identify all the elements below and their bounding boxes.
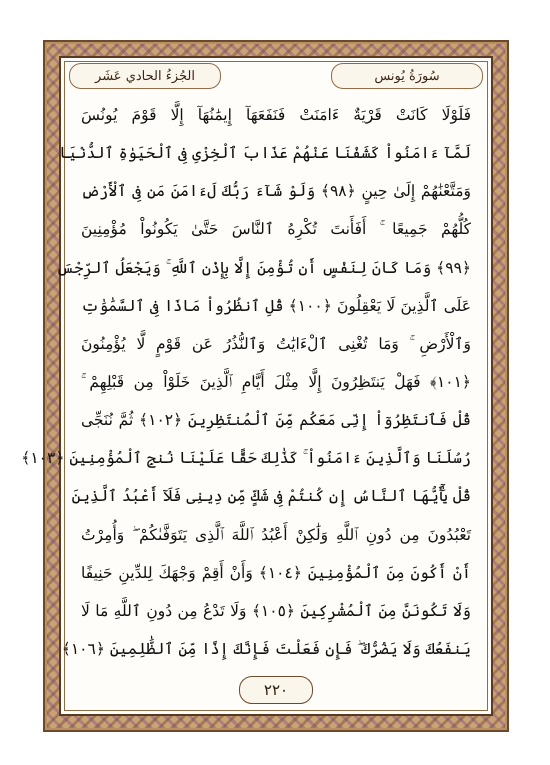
text-line: تَعْبُدُونَ مِن دُونِ ٱللَّهِ وَلَٰكِنْ أَعْبُدُ ٱللَّهَ ٱلَّذِى يَتَوَفَّىٰكُمْ ۖ وَأُمِرْتُ [81, 525, 471, 544]
text-line: وَمَتَّعْنَٰهُمْ إِلَىٰ حِينٍ ﴿٩٨﴾ وَلَوْ شَآءَ رَبُّكَ لَءَامَنَ مَن فِى ٱلْأَرْضِ [81, 182, 471, 201]
text-line: ﴿١٠١﴾ فَهَلْ يَنتَظِرُونَ إِلَّا مِثْلَ أَيَّامِ ٱلَّذِينَ خَلَوْاْ مِن قَبْلِهِمْ ۚ [81, 372, 471, 391]
surah-label: سُورَةُ يُونس [331, 63, 483, 89]
text-line: وَٱلْأَرْضِ ۚ وَمَا تُغْنِى ٱلْءَايَٰتُ وَٱلنُّذُرُ عَن قَوْمٍ لَّا يُؤْمِنُونَ [81, 334, 471, 353]
juz-label: الجُزءُ الحادي عَشَر [69, 63, 221, 89]
verse-text [21, 102, 472, 662]
text-area [21, 56, 493, 716]
quran-page [21, 40, 509, 732]
text-line: لَمَّآ ءَامَنُواْ كَشَفْنَا عَنْهُمْ عَذَابَ ٱلْخِزْىِ فِى ٱلْحَيَوٰةِ ٱلدُّنْيَا [59, 144, 471, 163]
text-line: وَلَا تَكُونَنَّ مِنَ ٱلْمُشْرِكِينَ ﴿١٠٥﴾ وَلَا تَدْعُ مِن دُونِ ٱللَّهِ مَا لَا [81, 601, 471, 620]
text-line: ﴿٩٩﴾ وَمَا كَانَ لِنَفْسٍ أَن تُؤْمِنَ إِلَّا بِإِذْنِ ٱللَّهِ ۚ وَيَجْعَلُ ٱلرِّجْسَ [56, 258, 471, 277]
text-line: قُلْ فَٱنتَظِرُوٓاْ إِنِّى مَعَكُم مِّنَ ٱلْمُنتَظِرِينَ ﴿١٠٢﴾ ثُمَّ نُنَجِّى [81, 411, 471, 430]
text-line: قُلْ يَٰٓأَيُّهَا ٱلنَّاسُ إِن كُنتُمْ فِى شَكٍّ مِّن دِينِى فَلَآ أَعْبُدُ ٱلَّذِينَ [71, 487, 471, 506]
page-number: ٢٢٠ [239, 676, 313, 704]
text-line: كُلُّهُمْ جَمِيعًا ۚ أَفَأَنتَ تُكْرِهُ ٱلنَّاسَ حَتَّىٰ يَكُونُواْ مُؤْمِنِينَ [81, 220, 471, 239]
text-line: رُسُلَنَا وَٱلَّذِينَ ءَامَنُواْ ۚ كَذَٰلِكَ حَقًّا عَلَيْنَا نُنجِ ٱلْمُؤْمِنِينَ ﴿١٠٣﴾ [21, 449, 471, 468]
text-line: يَنفَعُكَ وَلَا يَضُرُّكَ ۖ فَإِن فَعَلْتَ فَإِنَّكَ إِذًا مِّنَ ٱلظَّٰلِمِينَ ﴿١٠٦﴾ [61, 639, 471, 658]
text-line: أَنْ أَكُونَ مِنَ ٱلْمُؤْمِنِينَ ﴿١٠٤﴾ وَأَنْ أَقِمْ وَجْهَكَ لِلدِّينِ حَنِيفًا [81, 563, 471, 582]
text-line: فَلَوْلَا كَانَتْ قَرْيَةٌ ءَامَنَتْ فَنَفَعَهَآ إِيمَٰنُهَآ إِلَّا قَوْمَ يُونُسَ [81, 106, 471, 124]
text-line: عَلَى ٱلَّذِينَ لَا يَعْقِلُونَ ﴿١٠٠﴾ قُلِ ٱنظُرُواْ مَاذَا فِى ٱلسَّمَٰوَٰتِ [81, 296, 472, 315]
page-header [69, 63, 483, 89]
